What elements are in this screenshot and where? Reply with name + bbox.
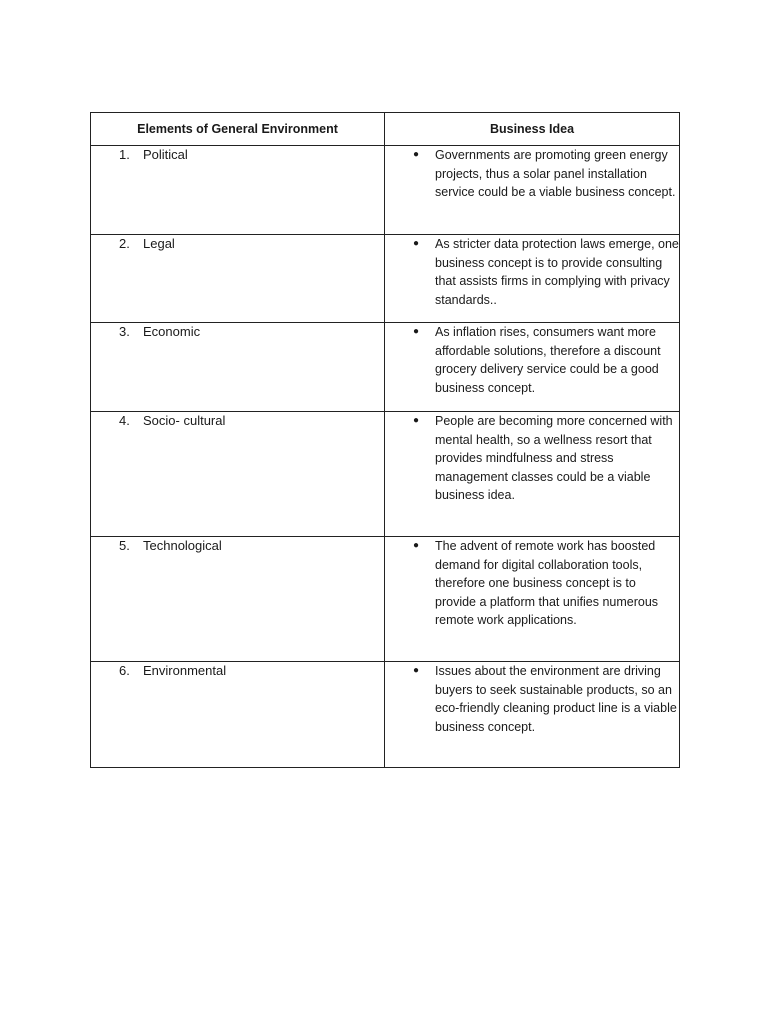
idea-text: Governments are promoting green energy projects, thus a solar panel installation service could be a viable business concept.	[435, 148, 676, 199]
idea-text: As stricter data protection laws emerge, one business concept is to provide consulting that assists firms in complying with privacy standards..	[435, 237, 679, 307]
idea-text: People are becoming more concerned with mental health, so a wellness resort that provides mindfulness and stress management classes could be a viable business idea.	[435, 414, 673, 502]
table-row	[91, 235, 680, 323]
idea-text: The advent of remote work has boosted demand for digital collaboration tools, therefore one business concept is to provide a platform that unifies numerous remote work applications.	[435, 539, 659, 627]
element-label: Technological	[143, 538, 222, 553]
element-cell	[91, 662, 385, 768]
bullet-icon: ●	[413, 540, 420, 551]
element-label: Political	[143, 147, 188, 162]
row-number: 4.	[119, 413, 130, 428]
element-label: Legal	[143, 236, 175, 251]
idea-cell	[385, 537, 680, 662]
row-number: 5.	[119, 538, 130, 553]
element-cell	[91, 537, 385, 662]
row-number: 3.	[119, 324, 130, 339]
element-cell	[91, 235, 385, 323]
element-label: Socio- cultural	[143, 413, 226, 428]
header-business-idea: Business Idea	[385, 113, 680, 146]
bullet-icon: ●	[413, 149, 420, 160]
element-cell	[91, 146, 385, 235]
table-row	[91, 537, 680, 662]
row-number: 1.	[119, 147, 130, 162]
table-row	[91, 412, 680, 537]
table-row	[91, 146, 680, 235]
table-row	[91, 662, 680, 768]
idea-cell	[385, 662, 680, 768]
idea-cell	[385, 412, 680, 537]
element-label: Economic	[143, 324, 201, 339]
environment-table	[90, 112, 680, 768]
idea-cell	[385, 146, 680, 235]
row-number: 6.	[119, 663, 130, 678]
bullet-icon: ●	[413, 665, 420, 676]
bullet-icon: ●	[413, 326, 420, 337]
idea-cell	[385, 235, 680, 323]
idea-cell	[385, 323, 680, 412]
bullet-icon: ●	[413, 415, 420, 426]
header-elements: Elements of General Environment	[91, 113, 385, 146]
row-number: 2.	[119, 236, 130, 251]
table-row	[91, 323, 680, 412]
idea-text: Issues about the environment are driving buyers to seek sustainable products, so an eco-friendly cleaning product line is a viable business concept.	[435, 664, 677, 734]
element-label: Environmental	[143, 663, 227, 678]
bullet-icon: ●	[413, 238, 420, 249]
element-cell	[91, 323, 385, 412]
element-cell	[91, 412, 385, 537]
idea-text: As inflation rises, consumers want more affordable solutions, therefore a discount grocery delivery service could be a good business concept.	[435, 325, 661, 395]
table-header-row	[91, 113, 680, 146]
